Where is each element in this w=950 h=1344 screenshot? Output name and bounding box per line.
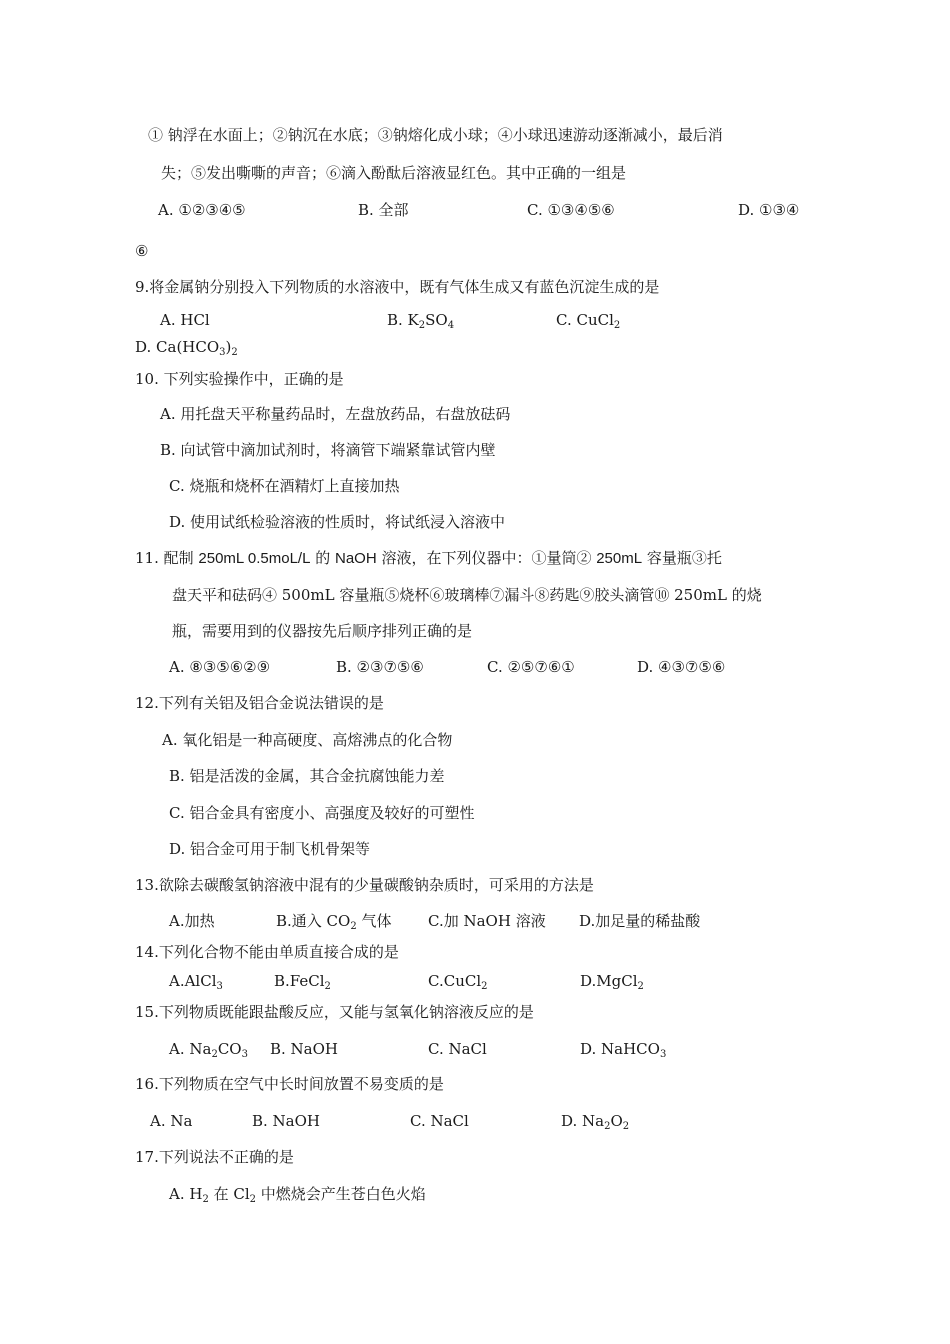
q11-option-a: A. ⑧③⑤⑥②⑨ xyxy=(169,658,271,676)
q12-option-d: D. 铝合金可用于制飞机骨架等 xyxy=(169,840,371,858)
q16-option-a: A. Na xyxy=(150,1112,193,1130)
q11-stem-line2: 盘天平和砝码④ 500mL 容量瓶⑤烧杯⑥玻璃棒⑦漏斗⑧药匙⑨胶头滴管⑩ 250mL 的烧 xyxy=(172,586,762,604)
q15-stem: 15.下列物质既能跟盐酸反应，又能与氢氧化钠溶液反应的是 xyxy=(135,1003,534,1021)
q11-option-d: D. ④③⑦⑤⑥ xyxy=(637,658,726,676)
q12-option-a: A. 氧化铝是一种高硬度、高熔沸点的化合物 xyxy=(162,731,453,749)
q10-option-a: A. 用托盘天平称量药品时，左盘放药品，右盘放砝码 xyxy=(160,405,511,423)
q10-option-b: B. 向试管中滴加试剂时，将滴管下端紧靠试管内壁 xyxy=(160,441,496,459)
q17-option-a: A. $H_2$ 在 $Cl_2$ 中燃烧会产生苍白色火焰 xyxy=(169,1185,426,1205)
q8-option-b: B. 全部 xyxy=(358,201,409,219)
q16-option-c: C. NaCl xyxy=(410,1112,469,1130)
q9-stem: 9.将金属钠分别投入下列物质的水溶液中，既有气体生成又有蓝色沉淀生成的是 xyxy=(135,278,660,296)
q15-option-d: D. NaHCO$_3$ xyxy=(580,1040,667,1060)
q13-option-a: A.加热 xyxy=(169,912,215,930)
q9-option-a: A. HCl xyxy=(160,311,210,329)
q8-line2: 失；⑤发出嘶嘶的声音；⑥滴入酚酞后溶液显红色。其中正确的一组是 xyxy=(161,164,627,182)
q16-option-d: D. $Na_2O_2$ xyxy=(561,1112,630,1132)
q13-option-d: D.加足量的稀盐酸 xyxy=(579,912,701,930)
q9-option-b: B. $K_2SO_4$ xyxy=(387,311,455,331)
q8-option-a: A. ①②③④⑤ xyxy=(158,201,246,219)
q12-stem: 12.下列有关铝及铝合金说法错误的是 xyxy=(135,694,384,712)
q16-option-b: B. NaOH xyxy=(252,1112,321,1130)
q10-stem: 10. 下列实验操作中，正确的是 xyxy=(135,370,344,388)
q14-option-a: A.AlCl$_3$ xyxy=(169,972,223,992)
q10-option-c: C. 烧瓶和烧杯在酒精灯上直接加热 xyxy=(169,477,400,495)
q15-option-b: B. NaOH xyxy=(270,1040,339,1058)
q14-stem: 14.下列化合物不能由单质直接合成的是 xyxy=(135,943,399,961)
q14-option-d: D.MgCl$_2$ xyxy=(580,972,644,992)
q10-option-d: D. 使用试纸检验溶液的性质时，将试纸浸入溶液中 xyxy=(169,513,506,531)
q17-stem: 17.下列说法不正确的是 xyxy=(135,1148,294,1166)
q14-option-c: C.CuCl$_2$ xyxy=(428,972,488,992)
q8-option-c: C. ①③④⑤⑥ xyxy=(527,201,615,219)
q11-option-b: B. ②③⑦⑤⑥ xyxy=(336,658,424,676)
q8-line1: ① 钠浮在水面上；②钠沉在水底；③钠熔化成小球；④小球迅速游动逐渐减小，最后消 xyxy=(148,126,723,144)
q12-option-b: B. 铝是活泼的金属，其合金抗腐蚀能力差 xyxy=(169,767,445,785)
q13-option-b: B.通入 $CO_2$ 气体 xyxy=(276,912,392,932)
q14-option-b: B.FeCl$_2$ xyxy=(274,972,331,992)
q11-option-c: C. ②⑤⑦⑥① xyxy=(487,658,575,676)
q13-stem: 13.欲除去碳酸氢钠溶液中混有的少量碳酸钠杂质时，可采用的方法是 xyxy=(135,876,594,894)
q13-option-c: C.加 NaOH 溶液 xyxy=(428,912,546,930)
q15-option-a: A. $Na_2CO_3$ xyxy=(169,1040,248,1060)
q8-option-d-wrap: ⑥ xyxy=(135,242,149,260)
q15-option-c: C. NaCl xyxy=(428,1040,487,1058)
q11-stem-line1: 11. 配制 250mL 0.5moL/L 的 NaOH 溶液，在下列仪器中：①量筒② 250mL 容量瓶③托 xyxy=(135,549,722,567)
q9-option-c: C. CuCl$_2$ xyxy=(556,311,621,331)
q12-option-c: C. 铝合金具有密度小、高强度及较好的可塑性 xyxy=(169,804,475,822)
q8-option-d: D. ①③④ xyxy=(738,201,800,219)
q16-stem: 16.下列物质在空气中长时间放置不易变质的是 xyxy=(135,1075,444,1093)
q11-stem-line3: 瓶，需要用到的仪器按先后顺序排列正确的是 xyxy=(172,622,473,640)
q9-option-d: D. $Ca(HCO_3)_2$ xyxy=(135,338,238,358)
